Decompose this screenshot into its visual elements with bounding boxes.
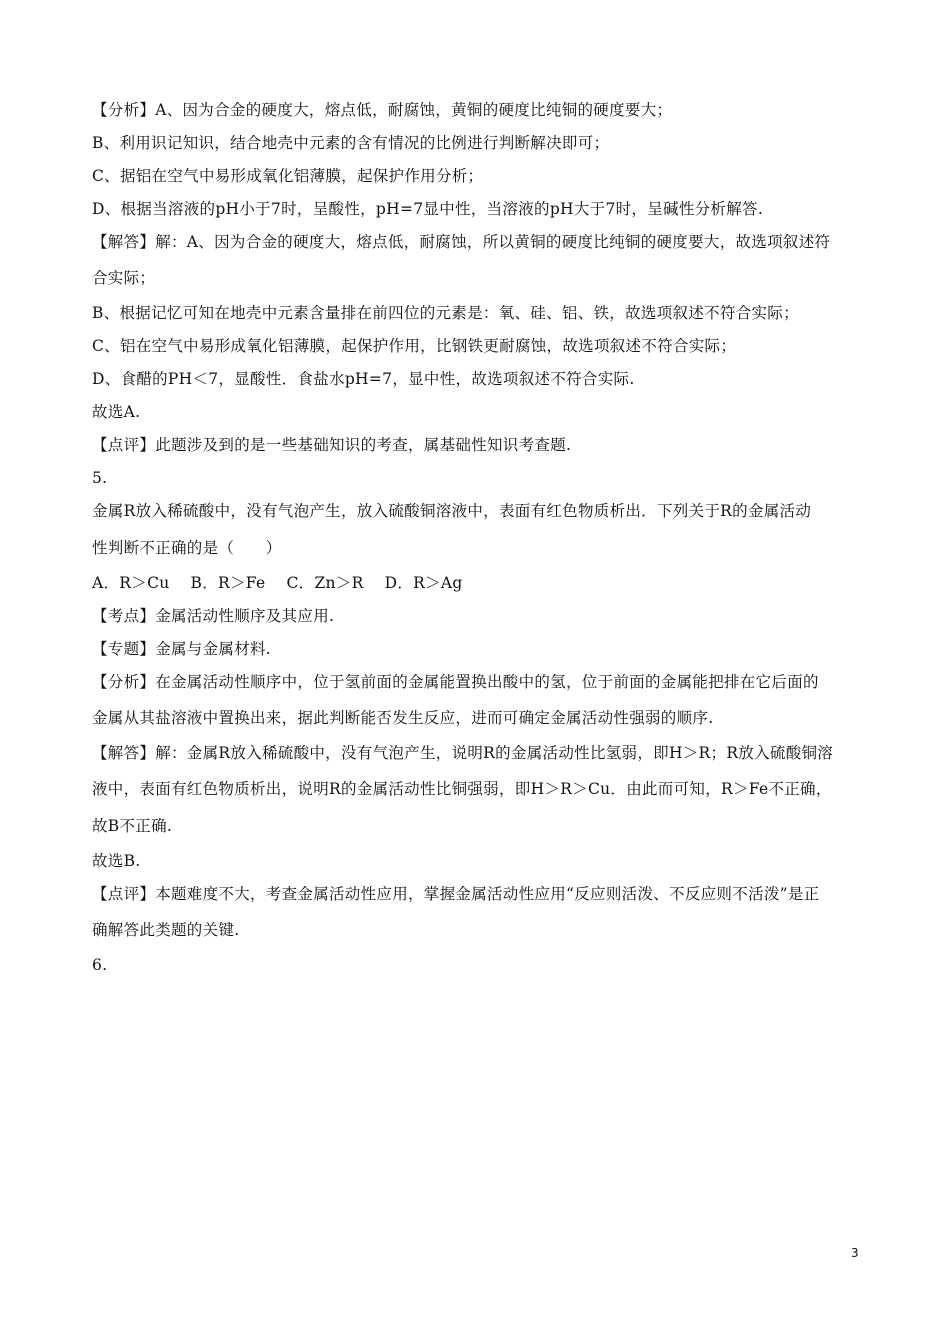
text-line: 【解答】解：金属R放入稀硫酸中，没有气泡产生，说明R的金属活动性比氢弱，即H＞R；R放入硫酸铜溶	[92, 744, 834, 762]
text-line: 【解答】解：A、因为合金的硬度大，熔点低，耐腐蚀，所以黄铜的硬度比纯铜的硬度要大，故选项叙述符	[92, 233, 831, 251]
question-number: 5.	[92, 469, 108, 487]
text-line: 性判断不正确的是（ ）	[92, 539, 282, 557]
text-line: 故B不正确.	[92, 817, 173, 835]
question-number: 6.	[92, 956, 108, 974]
text-line: 金属R放入稀硫酸中，没有气泡产生，放入硫酸铜溶液中，表面有红色物质析出．下列关于R的金属活动	[92, 502, 812, 520]
answer-options: A．R＞Cu B．R＞Fe C．Zn＞R D．R＞Ag	[92, 574, 463, 592]
text-line: 【分析】A、因为合金的硬度大，熔点低，耐腐蚀，黄铜的硬度比纯铜的硬度要大；	[92, 101, 673, 119]
text-line: D、食醋的PH＜7，显酸性．食盐水pH=7，显中性，故选项叙述不符合实际.	[92, 370, 635, 388]
text-line: C、铝在空气中易形成氧化铝薄膜，起保护作用，比钢铁更耐腐蚀，故选项叙述不符合实际；	[92, 337, 737, 355]
text-line: 金属从其盐溶液中置换出来，据此判断能否发生反应，进而可确定金属活动性强弱的顺序.	[92, 709, 714, 727]
text-line: 【考点】金属活动性顺序及其应用.	[92, 607, 335, 625]
text-line: 【专题】金属与金属材料.	[92, 640, 272, 658]
text-line: 确解答此类题的关键.	[92, 921, 240, 939]
text-line: C、据铝在空气中易形成氧化铝薄膜，起保护作用分析；	[92, 167, 484, 185]
text-line: 【点评】本题难度不大，考查金属活动性应用，掌握金属活动性应用“反应则活泼、不反应则不活泼”是正	[92, 885, 820, 903]
text-line: 故选B.	[92, 852, 141, 870]
text-line: 合实际；	[92, 269, 156, 287]
text-line: 【点评】此题涉及到的是一些基础知识的考查，属基础性知识考查题.	[92, 436, 572, 454]
text-line: 故选A.	[92, 403, 141, 421]
text-line: 【分析】在金属活动性顺序中，位于氢前面的金属能置换出酸中的氢，位于前面的金属能把排在它后面的	[92, 673, 819, 691]
text-line: B、根据记忆可知在地壳中元素含量排在前四位的元素是：氧、硅、铝、铁，故选项叙述不符合实际；	[92, 304, 799, 322]
text-line: B、利用识记知识，结合地壳中元素的含有情况的比例进行判断解决即可；	[92, 134, 610, 152]
page-number: 3	[851, 1246, 859, 1260]
text-line: D、根据当溶液的pH小于7时，呈酸性，pH=7显中性，当溶液的pH大于7时，呈碱性分析解答.	[92, 200, 764, 218]
text-line: 液中，表面有红色物质析出，说明R的金属活动性比铜强弱，即H＞R＞Cu．由此而可知，R＞Fe不正确，	[92, 780, 832, 798]
